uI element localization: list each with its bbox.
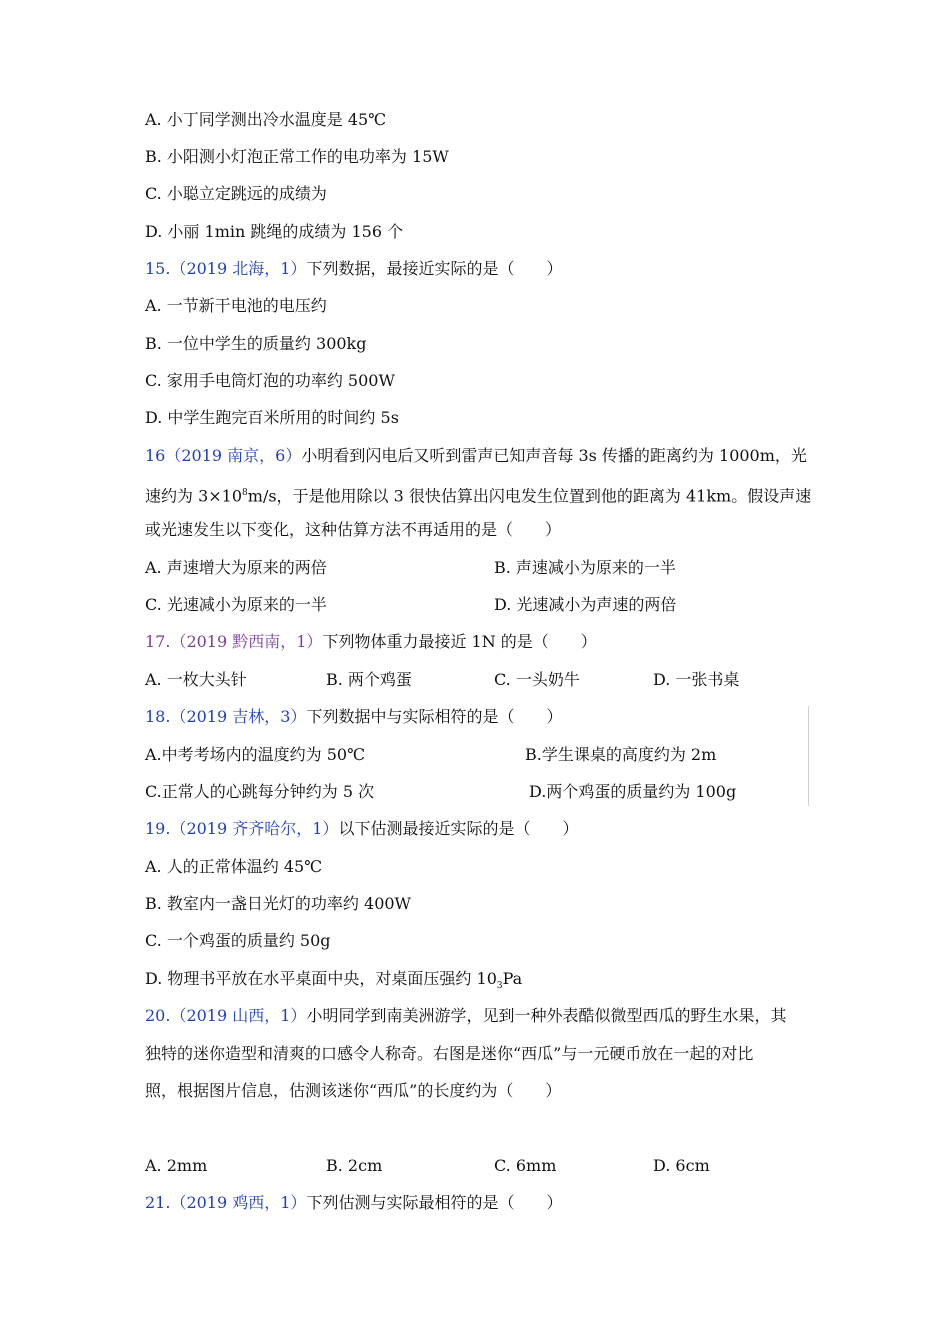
question-source: 18.（2019 吉林，3）	[145, 707, 307, 726]
option-d: D. 6cm	[653, 1156, 710, 1175]
question-21	[145, 1193, 562, 1213]
question-text: 速约为 3×10	[145, 486, 243, 506]
question-20	[145, 1006, 786, 1026]
exponent: 8	[242, 488, 248, 498]
option-b: B. 声速减小为原来的一半	[494, 558, 676, 577]
option-b: B.学生课桌的高度约为 2m	[525, 745, 717, 764]
question-text: 小明看到闪电后又听到雷声已知声音每 3s 传播的距离约为 1000m，光	[301, 446, 807, 465]
option-a: A. 2mm	[145, 1156, 208, 1175]
question-17	[145, 632, 597, 652]
question-text: 下列估测与实际最相符的是（ ）	[306, 1193, 563, 1212]
option-a: A. 人的正常体温约 45℃	[145, 857, 323, 876]
option-d: D. 光速减小为声速的两倍	[494, 595, 677, 614]
option-d	[145, 969, 522, 996]
option-b: B. 教室内一盏日光灯的功率约 400W	[145, 894, 412, 913]
table-border	[808, 706, 809, 806]
question-text: 下列数据中与实际相符的是（ ）	[306, 707, 563, 726]
question-text: m/s，于是他用除以 3 很快估算出闪电发生位置到他的距离为 41km。假设声速	[247, 486, 812, 506]
exponent: 3	[496, 981, 503, 992]
option-c: C. 家用手电筒灯泡的功率约 500W	[145, 371, 395, 390]
option-c: C. 一头奶牛	[494, 670, 580, 689]
option-c: C.正常人的心跳每分钟约为 5 次	[145, 782, 375, 801]
option-c: C. 6mm	[494, 1156, 557, 1175]
question-text-line: 或光速发生以下变化，这种估算方法不再适用的是（ ）	[145, 520, 562, 539]
question-source: 19.（2019 齐齐哈尔，1）	[145, 819, 339, 838]
option-line: A. 小丁同学测出冷水温度是 45℃	[145, 110, 387, 129]
question-source: 20.（2019 山西，1）	[145, 1006, 307, 1025]
option-text: D. 物理书平放在水平桌面中央，对桌面压强约 10	[145, 969, 497, 988]
question-source: 21.（2019 鸡西，1）	[145, 1193, 307, 1212]
question-text-line: 照，根据图片信息，估测该迷你“西瓜”的长度约为（ ）	[145, 1081, 562, 1100]
question-16	[145, 446, 807, 466]
option-d: D. 中学生跑完百米所用的时间约 5s	[145, 408, 399, 427]
option-d: D.两个鸡蛋的质量约为 100g	[529, 782, 737, 801]
option-c: C. 一个鸡蛋的质量约 50g	[145, 931, 331, 950]
question-19	[145, 819, 578, 839]
question-18	[145, 707, 562, 727]
question-text-line	[145, 483, 811, 506]
option-a: A. 声速增大为原来的两倍	[145, 558, 327, 577]
option-b: B. 两个鸡蛋	[326, 670, 412, 689]
option-text: Pa	[502, 969, 523, 988]
option-a: A. 一枚大头针	[145, 670, 247, 689]
question-15	[145, 259, 562, 279]
question-source: 16（2019 南京，6）	[145, 446, 302, 465]
option-line: B. 小阳测小灯泡正常工作的电功率为 15W	[145, 147, 449, 166]
question-source: 17.（2019 黔西南，1）	[145, 632, 323, 651]
option-b: B. 一位中学生的质量约 300kg	[145, 334, 367, 353]
question-text-line: 独特的迷你造型和清爽的口感令人称奇。右图是迷你“西瓜”与一元硬币放在一起的对比	[145, 1044, 754, 1063]
option-a: A.中考考场内的温度约为 50℃	[145, 745, 365, 764]
option-line: C. 小聪立定跳远的成绩为	[145, 184, 327, 203]
option-a: A. 一节新干电池的电压约	[145, 296, 327, 315]
option-c: C. 光速减小为原来的一半	[145, 595, 327, 614]
question-text: 下列物体重力最接近 1N 的是（ ）	[322, 632, 597, 651]
option-line: D. 小丽 1min 跳绳的成绩为 156 个	[145, 222, 404, 241]
question-source: 15.（2019 北海，1）	[145, 259, 307, 278]
question-text: 以下估测最接近实际的是（ ）	[338, 819, 579, 838]
option-b: B. 2cm	[326, 1156, 383, 1175]
question-text: 小明同学到南美洲游学，见到一种外表酷似微型西瓜的野生水果，其	[306, 1006, 787, 1025]
option-d: D. 一张书桌	[653, 670, 740, 689]
question-text: 下列数据，最接近实际的是（ ）	[306, 259, 563, 278]
